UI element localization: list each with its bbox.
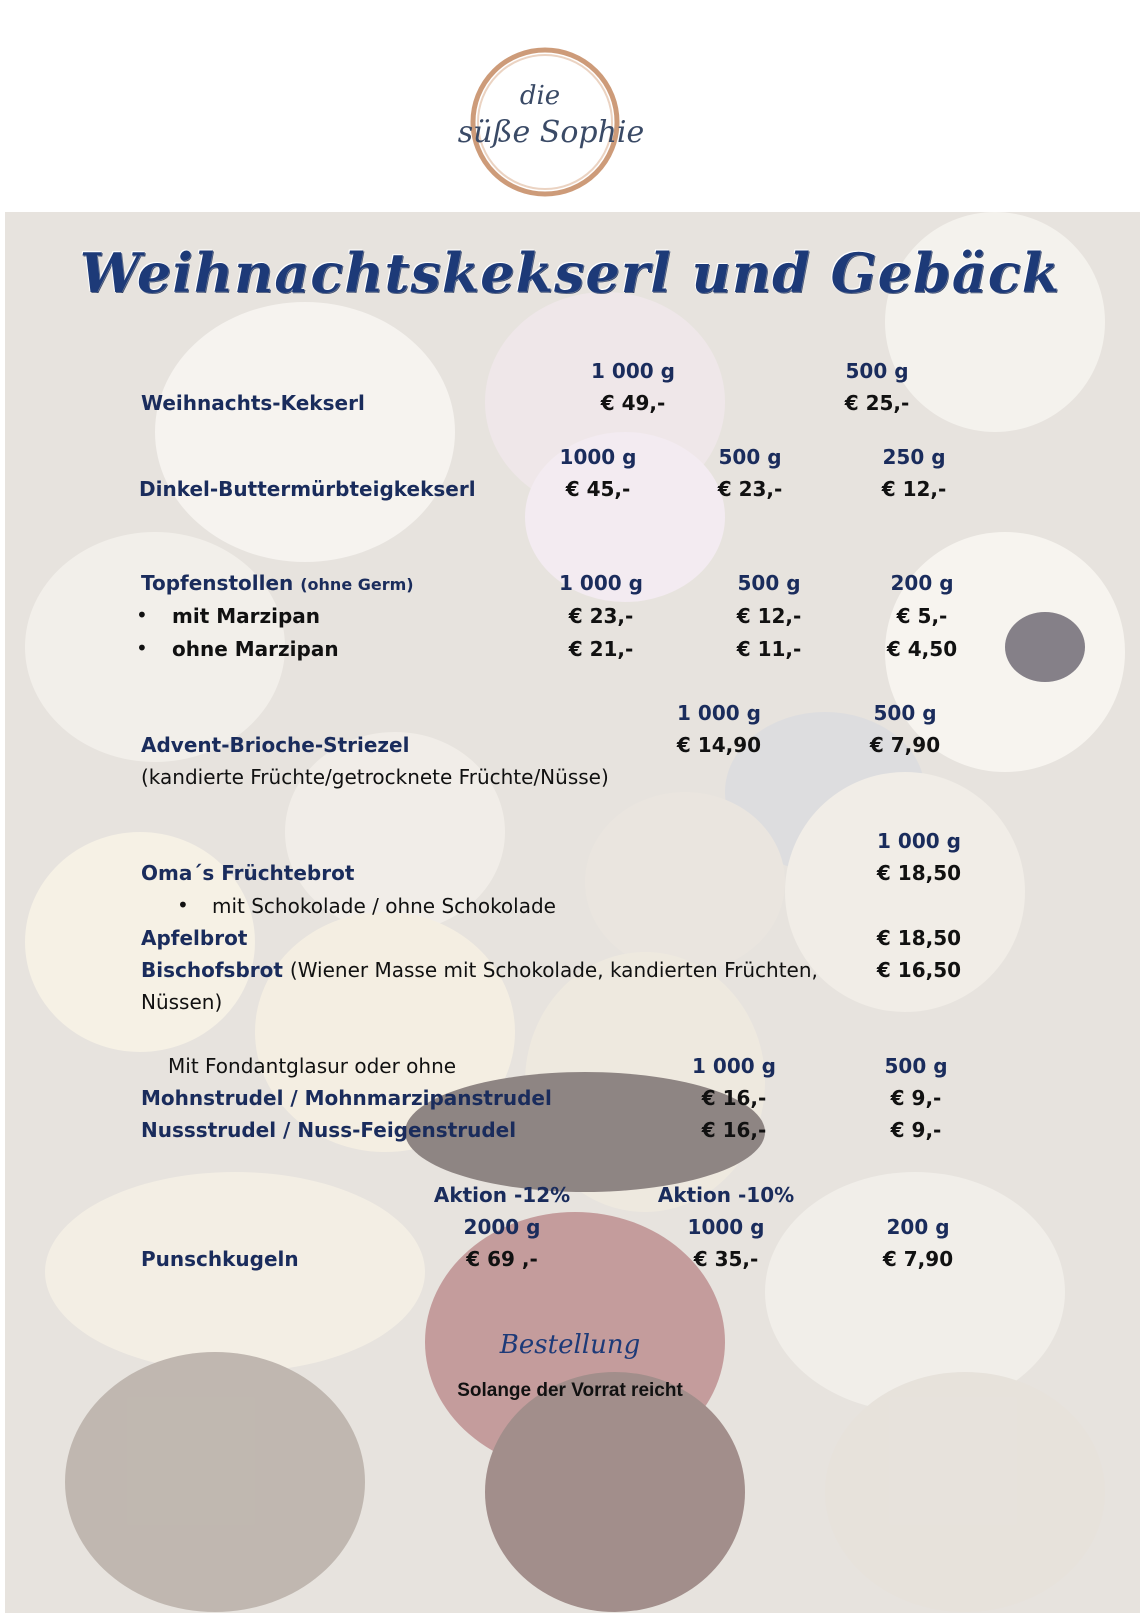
price: € 5,-	[896, 604, 948, 628]
product-name: Apfelbrot	[141, 926, 248, 950]
price: € 49,-	[600, 391, 666, 415]
size-label: 500 g	[737, 571, 801, 595]
aktion-label: Aktion -12%	[433, 1183, 571, 1207]
option-label: mit Schokolade / ohne Schokolade	[212, 894, 556, 918]
product-name: Weihnachts-Kekserl	[141, 391, 365, 415]
option-label: ohne Marzipan	[172, 637, 339, 661]
size-label: 500 g	[873, 701, 937, 725]
product-name: Mohnstrudel / Mohnmarzipanstrudel	[141, 1086, 552, 1110]
size-label: 1 000 g	[877, 829, 961, 853]
price: € 16,50	[876, 958, 962, 982]
price: € 25,-	[844, 391, 910, 415]
aktion-label: Aktion -10%	[657, 1183, 795, 1207]
product-name: Advent-Brioche-Striezel	[141, 733, 410, 757]
price: € 69 ,-	[466, 1247, 538, 1271]
price: € 21,-	[568, 637, 634, 661]
size-label: 200 g	[890, 571, 954, 595]
price: € 16,-	[701, 1086, 767, 1110]
price: € 23,-	[568, 604, 634, 628]
price: € 11,-	[736, 637, 802, 661]
price: € 4,50	[886, 637, 958, 661]
option-label: mit Marzipan	[172, 604, 321, 628]
price: € 12,-	[881, 477, 947, 501]
logo-text-die: die	[519, 81, 561, 111]
size-label: 500 g	[884, 1054, 948, 1078]
stock-note: Solange der Vorrat reicht	[457, 1380, 683, 1401]
size-label: 250 g	[882, 445, 946, 469]
product-name: Dinkel-Buttermürbteigkekserl	[139, 477, 476, 501]
product-name-text: Topfenstollen	[141, 571, 294, 595]
size-label: 500 g	[718, 445, 782, 469]
size-label: 1000 g	[687, 1215, 765, 1239]
size-label: 500 g	[845, 359, 909, 383]
size-label: 1 000 g	[692, 1054, 776, 1078]
price: € 35,-	[693, 1247, 759, 1271]
product-note: (ohne Germ)	[300, 575, 414, 594]
price: € 23,-	[717, 477, 783, 501]
bullet-icon: •	[136, 603, 148, 627]
glasur-note: Mit Fondantglasur oder ohne	[168, 1054, 457, 1078]
price: € 9,-	[890, 1086, 942, 1110]
price: € 12,-	[736, 604, 802, 628]
price: € 18,50	[876, 926, 962, 950]
product-description: Nüssen)	[141, 990, 223, 1014]
price: € 7,90	[882, 1247, 954, 1271]
price: € 45,-	[565, 477, 631, 501]
bullet-icon: •	[136, 636, 148, 660]
product-name	[141, 571, 414, 597]
size-label: 200 g	[886, 1215, 950, 1239]
page-title: Weihnachtskekserl und Gebäck	[79, 241, 1061, 305]
product-description: (Wiener Masse mit Schokolade, kandierten Früchten,	[289, 958, 818, 982]
logo	[457, 42, 645, 202]
bullet-icon: •	[177, 893, 189, 917]
product-name-text: Bischofsbrot	[141, 958, 283, 982]
price: € 9,-	[890, 1118, 942, 1142]
price: € 18,50	[876, 861, 962, 885]
product-name: Oma´s Früchtebrot	[141, 861, 355, 885]
background-photo	[5, 212, 1140, 1613]
size-label: 1 000 g	[559, 571, 643, 595]
bestellung-heading: Bestellung	[499, 1330, 641, 1360]
size-label: 1 000 g	[677, 701, 761, 725]
price: € 7,90	[869, 733, 941, 757]
size-label: 2000 g	[463, 1215, 541, 1239]
product-description: (kandierte Früchte/getrocknete Früchte/Nüsse)	[141, 765, 609, 789]
logo-text-name: süße Sophie	[457, 115, 645, 150]
size-label: 1 000 g	[591, 359, 675, 383]
size-label: 1000 g	[559, 445, 637, 469]
price: € 16,-	[701, 1118, 767, 1142]
product-name: Nussstrudel / Nuss-Feigenstrudel	[141, 1118, 517, 1142]
product-name	[141, 958, 818, 982]
price: € 14,90	[676, 733, 762, 757]
product-name: Punschkugeln	[141, 1247, 299, 1271]
